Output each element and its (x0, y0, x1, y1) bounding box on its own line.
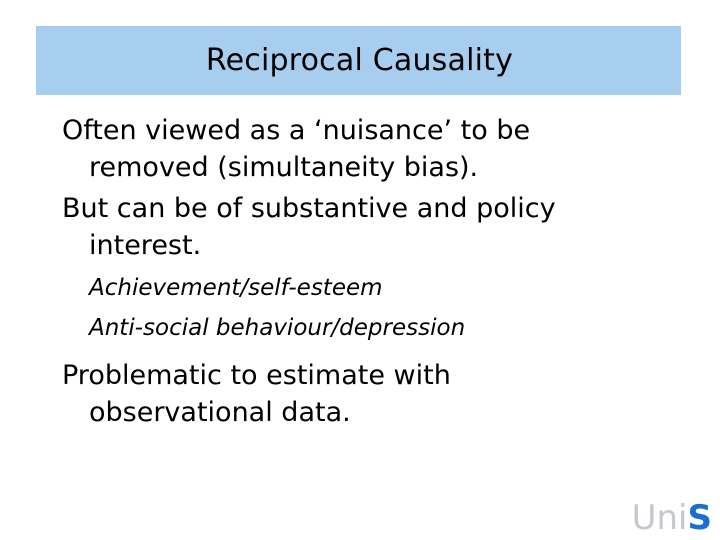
bullet-3-line-2: observational data. (89, 397, 351, 428)
example-item-1: Achievement/self-esteem (89, 275, 383, 301)
title-bar (36, 26, 681, 95)
bullet-paragraph-3 (62, 357, 702, 431)
bullet-2-line-1: But can be of substantive and policy (62, 193, 556, 224)
bullet-1-line-1: Often viewed as a ‘nuisance’ to be (62, 115, 531, 146)
logo-text-s: S (687, 498, 712, 538)
bullet-1-line-2: removed (simultaneity bias). (89, 152, 479, 183)
bullet-2-line-2: interest. (89, 230, 202, 261)
bullet-3-line-1: Problematic to estimate with (62, 360, 451, 391)
slide-title: Reciprocal Causality (205, 43, 514, 78)
logo-text-uni: Uni (631, 498, 688, 538)
examples-list (62, 268, 702, 348)
bullet-paragraph-2 (62, 190, 702, 264)
example-item-2: Anti-social behaviour/depression (89, 315, 466, 341)
slide-body (62, 112, 702, 435)
unis-logo (631, 498, 712, 538)
bullet-paragraph-1 (62, 112, 702, 186)
